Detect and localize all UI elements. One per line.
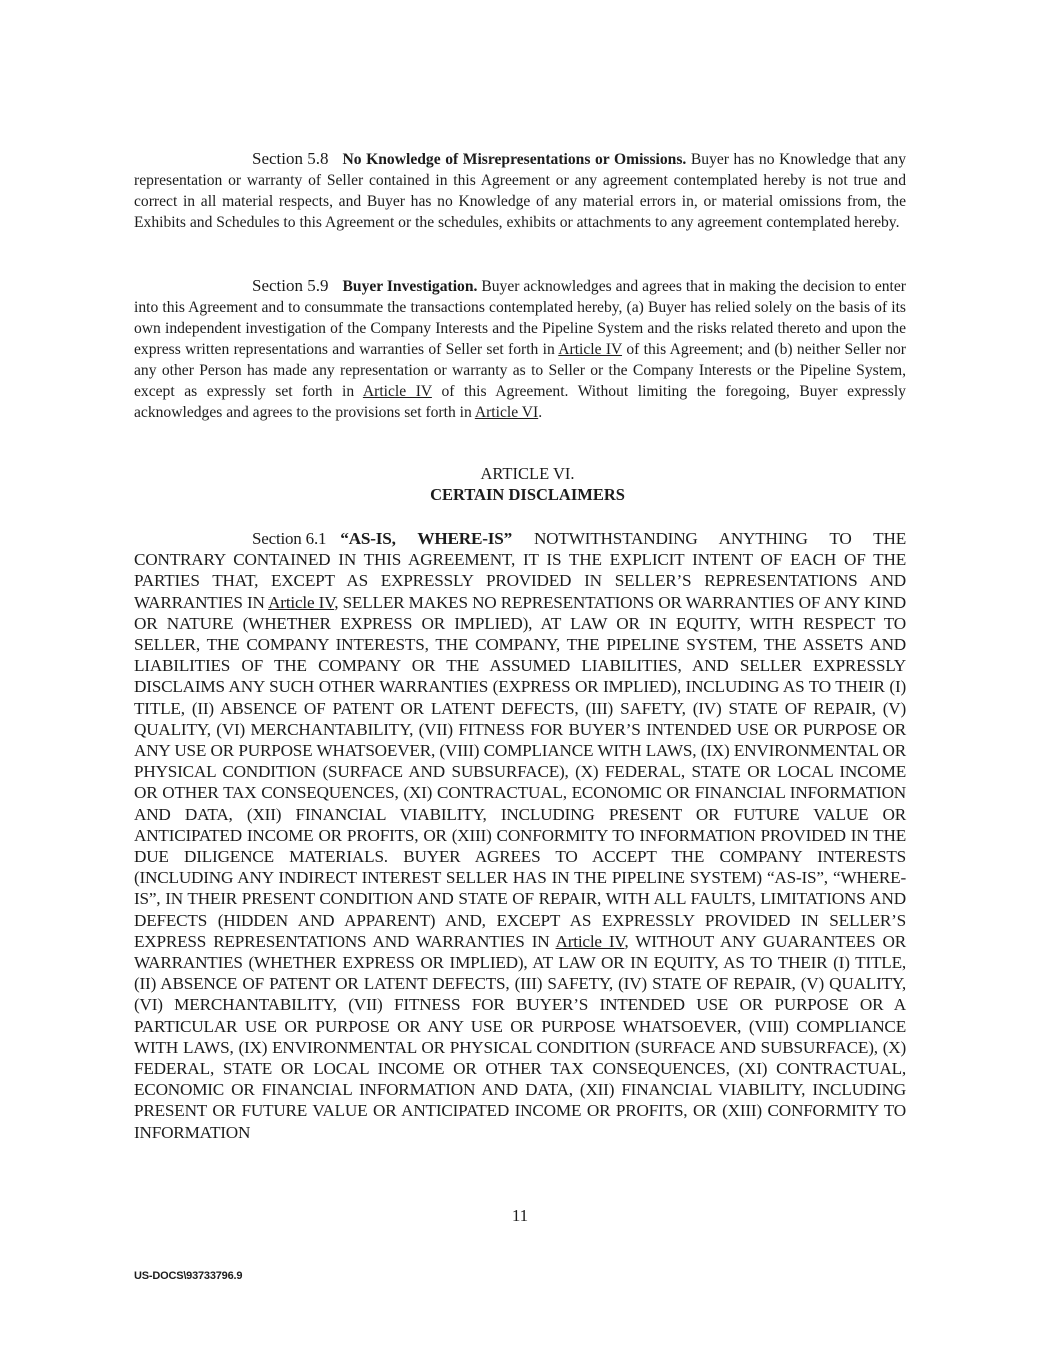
article-number: ARTICLE VI. [480, 464, 575, 483]
section-number: Section 6.1 [252, 529, 327, 548]
section-body: Buyer has no Knowledge that any representation or warranty of Seller contained in this Agreement or any agreement contemplated hereby is not true and correct in all material respects, and Buyer has no Knowledge of any material errors in, or material omissions from, the Exhibits and Schedules to this Agreement or the schedules, exhibits or attachments to any agreement contemplated hereby. [134, 151, 906, 231]
page-number: 11 [511, 1206, 529, 1225]
section-body: Buyer acknowledges and agrees that in making the decision to enter into this Agreement and to consummate the transactions contemplated hereby, (a) Buyer has relied solely on the basis of its own independent investigation of the Company Interests and the Pipeline System and the risks related thereto and upon the express written representations and warranties of Seller set forth in [134, 278, 906, 358]
article-reference-link[interactable]: Article IV [558, 341, 623, 358]
section-body: NOTWITHSTANDING ANYTHING TO THE CONTRARY CONTAINED IN THIS AGREEMENT, IT IS THE EXPLICIT INTENT OF EACH OF THE PARTIES THAT, EXCEPT AS EXPRESSLY PROVIDED IN SELLER’S REPRESENTATIONS AND WARRANTIES IN [134, 529, 906, 612]
section-heading: “AS-IS, WHERE-IS” [340, 529, 513, 548]
section-heading: Buyer Investigation. [342, 278, 478, 295]
article-reference-link[interactable]: Article IV [362, 383, 432, 400]
article-title: CERTAIN DISCLAIMERS [430, 485, 625, 504]
article-reference-link[interactable]: Article VI [474, 404, 539, 421]
section-number: Section 5.9 [252, 276, 329, 295]
section-body: , WITHOUT ANY GUARANTEES OR WARRANTIES (WHETHER EXPRESS OR IMPLIED), AT LAW OR IN EQUITY, AS TO THEIR (I) TITLE, (II) ABSENCE OF PATENT OR LATENT DEFECTS, (III) SAFETY, (IV) STATE OF REPAIR, (V) QUALITY, (VI) MERCHANTABILITY, (VII) FITNESS FOR BUYER’S INTENDED USE OR PURPOSE OR A PARTICULAR USE OR PURPOSE OR ANY USE OR PURPOSE WHATSOEVER, (VIII) COMPLIANCE WITH LAWS, (IX) ENVIRONMENTAL OR PHYSICAL CONDITION (SURFACE AND SUBSURFACE), (X) FEDERAL, STATE OR LOCAL INCOME OR OTHER TAX CONSEQUENCES, (XI) CONTRACTUAL, ECONOMIC OR FINANCIAL INFORMATION AND DATA, (XII) FINANCIAL VIABILITY, INCLUDING PRESENT OR FUTURE VALUE OR ANTICIPATED INCOME OR PROFITS, OR (XIII) CONFORMITY TO INFORMATION [134, 931, 906, 1142]
article-reference-link[interactable]: Article IV [268, 592, 335, 612]
section-6-1-paragraph [134, 528, 906, 1143]
section-5-9-paragraph [134, 275, 906, 423]
article-reference-link[interactable]: Article IV [555, 931, 625, 951]
section-number: Section 5.8 [252, 149, 329, 168]
document-id: US-DOCS\93733796.9 [134, 1270, 243, 1282]
section-body: of this Agreement. Without limiting the foregoing, Buyer expressly acknowledges and agrees to the provisions set forth in [134, 383, 906, 421]
section-body: , SELLER MAKES NO REPRESENTATIONS OR WARRANTIES OF ANY KIND OR NATURE (WHETHER EXPRESS OR IMPLIED), AT LAW OR IN EQUITY, WITH RESPECT TO SELLER, THE COMPANY INTERESTS, THE COMPANY, THE PIPELINE SYSTEM, THE ASSETS AND LIABILITIES OF THE COMPANY OR THE ASSUMED LIABILITIES, AND SELLER EXPRESSLY DISCLAIMS ANY SUCH OTHER WARRANTIES (EXPRESS OR IMPLIED), INCLUDING AS TO THEIR (I) TITLE, (II) ABSENCE OF PATENT OR LATENT DEFECTS, (III) SAFETY, (IV) STATE OF REPAIR, (V) QUALITY, (VI) MERCHANTABILITY, (VII) FITNESS FOR BUYER’S INTENDED USE OR PURPOSE OR ANY USE OR PURPOSE WHATSOEVER, (VIII) COMPLIANCE WITH LAWS, (IX) ENVIRONMENTAL OR PHYSICAL CONDITION (SURFACE AND SUBSURFACE), (X) FEDERAL, STATE OR LOCAL INCOME OR OTHER TAX CONSEQUENCES, (XI) CONTRACTUAL, ECONOMIC OR FINANCIAL INFORMATION AND DATA, (XII) FINANCIAL VIABILITY, INCLUDING PRESENT OR FUTURE VALUE OR ANTICIPATED INCOME OR PROFITS, OR (XIII) CONFORMITY TO INFORMATION PROVIDED IN THE DUE DILIGENCE MATERIALS. BUYER AGREES TO ACCEPT THE COMPANY INTERESTS (INCLUDING ANY INDIRECT INTEREST SELLER HAS IN THE PIPELINE SYSTEM) “AS-IS”, “WHERE-IS”, IN THEIR PRESENT CONDITION AND STATE OF REPAIR, WITH ALL FAULTS, LIMITATIONS AND DEFECTS (HIDDEN AND APPARENT) AND, EXCEPT AS EXPRESSLY PROVIDED IN SELLER’S EXPRESS REPRESENTATIONS AND WARRANTIES IN [134, 592, 906, 951]
section-5-8-paragraph [134, 148, 906, 233]
section-body: of this Agreement; and (b) neither Seller nor any other Person has made any representation or warranty as to Seller or the Company Interests or the Pipeline System, except as expressly set forth in [134, 341, 906, 400]
section-body: . [538, 404, 543, 421]
section-heading: No Knowledge of Misrepresentations or Omissions. [342, 151, 687, 168]
